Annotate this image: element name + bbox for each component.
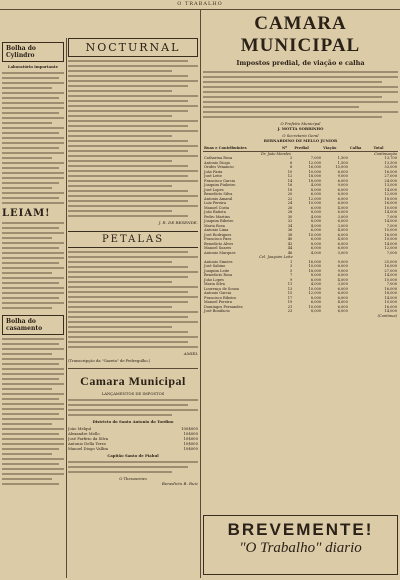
table-cell: 6,000 xyxy=(337,169,348,174)
table-cell: 6,000 xyxy=(337,187,348,192)
table-cell: 6,000 xyxy=(310,228,322,232)
table-cell: 6,000 xyxy=(337,196,348,201)
camara-small-text-2 xyxy=(68,461,198,473)
table-cell: 4,000 xyxy=(337,237,348,241)
table-cell: João Lopes xyxy=(204,277,224,282)
table-cell: Lourenço de Souza xyxy=(204,286,239,291)
petalas-source: (Transcripção da "Gazeta" de Pedregulho.) xyxy=(68,358,151,363)
table-cell: 10,000 xyxy=(384,237,397,241)
middle-column xyxy=(68,38,198,578)
table-cell: Benedicto Silva xyxy=(204,192,233,196)
table-cell: Benedicto Rosa xyxy=(204,273,233,277)
table-cell: 4,000 xyxy=(337,228,348,232)
table-cell: 10,000 xyxy=(308,201,322,205)
table-cell: 46 xyxy=(287,250,293,255)
camara-small-list xyxy=(68,426,198,451)
nocturnal-heading: NOCTURNAL xyxy=(68,38,198,57)
camara-municipal-title: CAMARA MUNICIPAL xyxy=(240,13,361,56)
camara-small-district2: Capitão Santo de Piahul xyxy=(107,453,159,458)
tax-table-footer: (Continua) xyxy=(377,313,397,318)
table-cell: 23 xyxy=(287,309,293,313)
table-cell: 14,000 xyxy=(384,219,397,223)
brevemente-ad xyxy=(203,515,398,575)
table-cell: 25,000 xyxy=(384,259,397,264)
camara-municipal-intro xyxy=(203,71,398,118)
table-cell: Manoel Soares xyxy=(204,246,232,250)
camara-small-district1: Districto do Santo Antonio do Tordino xyxy=(92,419,174,424)
petalas-poem xyxy=(68,251,198,348)
table-cell: 18,000 xyxy=(308,174,322,178)
table-cell: 36 xyxy=(287,228,293,232)
table-cell: 18,000 xyxy=(308,268,322,273)
table-cell: 15 xyxy=(287,291,293,295)
table-cell: 12,000 xyxy=(384,246,397,250)
table-cell: 14,000 xyxy=(384,295,397,300)
table-cell: 9,000 xyxy=(337,174,348,178)
table-cell: 17 xyxy=(287,295,293,300)
table-cell: 10 xyxy=(287,169,293,174)
table-cell: 9,000 xyxy=(337,183,348,187)
table-cell: 6,000 xyxy=(337,304,348,309)
table-cell: 12,000 xyxy=(308,160,322,165)
table-cell: 4,000 xyxy=(310,282,322,286)
camara-small-row-value: 100$000 xyxy=(181,426,198,431)
table-cell: 27,000 xyxy=(384,268,397,273)
table-cell: 18 xyxy=(287,187,293,192)
table-cell: 10,000 xyxy=(384,300,397,304)
table-cell: 18,000 xyxy=(308,178,322,183)
table-cell: 12,000 xyxy=(308,291,322,295)
table-cell: 12,000 xyxy=(308,196,322,201)
table-cell: 1,500 xyxy=(337,156,348,160)
table-cell: 6,000 xyxy=(310,246,322,250)
camara-small-row-value: 10$000 xyxy=(183,441,198,446)
table-cell: 18,000 xyxy=(384,291,397,295)
camara-small-row-value: 10$000 xyxy=(183,436,198,441)
table-cell: 26 xyxy=(287,205,293,210)
table-cell: 8,000 xyxy=(310,295,322,300)
table-cell: Manoel Pereira xyxy=(204,300,232,304)
table-cell: 7,000 xyxy=(386,214,397,219)
table-cell: 12,000 xyxy=(384,192,397,196)
table-cell: 12 xyxy=(287,174,293,178)
table-cell: 16,000 xyxy=(384,232,397,237)
table-cell: 13,500 xyxy=(384,160,397,165)
table-cell: 8 xyxy=(290,165,293,169)
camara-municipal-subtitle: Impostos predial, de viação e calha xyxy=(236,59,365,67)
table-cell: 4,000 xyxy=(337,277,348,282)
table-cell: 3,000 xyxy=(337,250,348,255)
camara-small-closing: O Thesoureiro xyxy=(119,476,147,481)
table-cell: 6,000 xyxy=(310,300,322,304)
table-cell: 18,000 xyxy=(384,196,397,201)
table-cell: Antonio Lima xyxy=(204,228,229,232)
camara-small-row-value: 10$000 xyxy=(183,446,198,451)
table-cell: 24 xyxy=(287,201,293,205)
table-cell: 6,000 xyxy=(337,241,348,246)
table-cell: 16,000 xyxy=(384,286,397,291)
table-cell: 6,000 xyxy=(310,237,322,241)
table-cell: 9 xyxy=(290,277,293,282)
table-cell: Francisco Ribeiro xyxy=(204,295,237,300)
secretario-name: BERNARDINO DE MELLO JUNIOR xyxy=(263,138,338,143)
table-cell: 10,000 xyxy=(384,205,397,210)
table-cell: 3,000 xyxy=(337,282,348,286)
nocturnal-poem xyxy=(68,60,198,217)
table-cell: 4,000 xyxy=(337,300,348,304)
secretario-label: O Secretario Geral xyxy=(282,133,319,138)
table-cell: Catharina Rosa xyxy=(204,156,233,160)
table-cell: José Lopes xyxy=(204,187,224,192)
table-cell: 6,000 xyxy=(337,273,348,277)
table-cell: 7,000 xyxy=(386,250,397,255)
table-cell: 10,000 xyxy=(308,232,322,237)
leiam-heading: LEIAM! xyxy=(2,208,51,219)
table-cell: 27,000 xyxy=(384,174,397,178)
table-cell: 30 xyxy=(287,214,293,219)
table-cell: 14,000 xyxy=(384,210,397,214)
table-cell: 8,000 xyxy=(310,309,322,313)
table-cell: Maria Silva xyxy=(204,282,225,286)
table-cell: 32 xyxy=(287,219,293,223)
left-article-text-1 xyxy=(2,72,64,204)
tax-table-header: Ruas e Contribuintes xyxy=(203,146,281,151)
tax-section-label: Cel. Joaquim Leite xyxy=(259,255,293,259)
table-cell: 6,000 xyxy=(337,201,348,205)
tax-table-header: Calha xyxy=(349,146,373,151)
table-cell: 8,000 xyxy=(310,210,322,214)
table-cell: 13 xyxy=(287,286,293,291)
table-cell: 8,000 xyxy=(310,241,322,246)
table-cell: Manoel Costa xyxy=(204,205,230,210)
table-cell: 6,000 xyxy=(337,219,348,223)
table-cell: Joaquim Pinheiro xyxy=(204,183,236,187)
table-cell: Antonio Marques xyxy=(204,250,236,255)
table-cell: 6,000 xyxy=(337,232,348,237)
table-cell: 8,000 xyxy=(310,187,322,192)
camara-small-row-name: João Melquí xyxy=(68,426,92,431)
table-cell: 10,000 xyxy=(308,286,322,291)
table-cell: 10,000 xyxy=(308,169,322,174)
table-cell: 16 xyxy=(287,183,293,187)
camara-small-sub: LANÇAMENTOS DE IMPOSTOS xyxy=(101,391,165,396)
tax-section-label: Dr. João Mendes xyxy=(260,151,291,156)
table-cell: 7,000 xyxy=(386,223,397,228)
bolha-cylindro-subheading: Laboratório importante xyxy=(7,64,59,69)
table-cell: Maria Rosa xyxy=(204,223,225,228)
table-cell: 16,000 xyxy=(384,264,397,268)
left-article-text-3 xyxy=(2,338,64,485)
table-cell: José Leite xyxy=(204,174,222,178)
table-cell: 7,000 xyxy=(386,282,397,286)
table-cell: 44 xyxy=(287,246,293,250)
table-cell: 16,000 xyxy=(384,201,397,205)
left-article-text-2 xyxy=(2,222,64,309)
table-cell: 5 xyxy=(290,268,293,273)
table-cell: Antonio Garcia xyxy=(204,291,232,295)
table-cell: 16,000 xyxy=(384,169,397,174)
camara-small-row-name: José Parfirio da Silva xyxy=(68,436,109,441)
table-cell: Joaquim Ribeiro xyxy=(204,219,234,223)
table-cell: 19 xyxy=(287,300,293,304)
table-cell: 14,000 xyxy=(384,187,397,192)
camara-small-row-name: Alexandre Mello xyxy=(68,431,100,436)
table-cell: 4,000 xyxy=(310,214,322,219)
camara-small-row-name: Manoel Diogo Vallim xyxy=(68,446,108,451)
table-cell: 34 xyxy=(287,223,293,228)
table-cell: 10,000 xyxy=(384,277,397,282)
table-cell: 20 xyxy=(287,192,293,196)
column-rule-2 xyxy=(200,10,201,578)
petalas-heading: PETALAS xyxy=(68,231,198,248)
table-cell: 1 xyxy=(290,259,293,264)
table-cell: 6,000 xyxy=(337,210,348,214)
masthead: O TRABALHO xyxy=(177,1,223,7)
prefeito-label: O Prefeito Municipal xyxy=(280,121,321,126)
bolha-casamento-heading: Bolha do casamento xyxy=(2,315,64,335)
table-cell: 3,000 xyxy=(337,223,348,228)
prefeito-name: J. MOTTA SOBRINHO xyxy=(277,126,324,131)
brevemente-line2: "O Trabalho" diario xyxy=(239,540,362,556)
table-cell: Antonio Simões xyxy=(204,259,233,264)
tax-table xyxy=(203,146,398,318)
table-cell: João Faria xyxy=(204,169,223,174)
nocturnal-signature: J. R. DE RESENDE. xyxy=(158,220,198,225)
table-cell: 7 xyxy=(290,273,293,277)
table-cell: 6,000 xyxy=(337,286,348,291)
table-cell: 6,000 xyxy=(337,295,348,300)
table-cell: 6,000 xyxy=(337,192,348,196)
table-cell: Luiz Pereira xyxy=(204,201,227,205)
table-cell: 6,000 xyxy=(310,192,322,196)
camara-small-row xyxy=(68,446,198,451)
table-cell: 21 xyxy=(287,304,293,309)
right-column xyxy=(203,9,398,579)
table-cell: Orides Venancio xyxy=(204,165,234,169)
brevemente-line1: BREVEMENTE! xyxy=(227,520,374,539)
tax-table-footer-row xyxy=(203,314,398,319)
table-cell: 14,000 xyxy=(384,241,397,246)
table-cell: 3 xyxy=(290,264,293,268)
table-cell: 6,000 xyxy=(337,178,348,183)
table-cell: 14,000 xyxy=(384,273,397,277)
camara-small-title: Camara Municipal xyxy=(80,374,186,388)
table-cell: José Sabino xyxy=(204,264,226,268)
table-cell: 24,000 xyxy=(384,178,397,183)
table-cell: Pedro Martins xyxy=(204,214,231,219)
table-cell: 4,000 xyxy=(337,205,348,210)
table-cell: 13,000 xyxy=(384,183,397,187)
camara-small-row-value: 10$000 xyxy=(183,431,198,436)
table-cell: 33,000 xyxy=(384,165,397,169)
table-cell: Antonio Diogo xyxy=(204,160,230,165)
table-cell: 40 xyxy=(287,237,293,241)
table-cell: 10,000 xyxy=(308,264,322,268)
tax-table-header: Total xyxy=(372,146,398,151)
camara-small-closing-name: Benedicto B. Ruiz xyxy=(161,481,198,486)
table-cell: 15,000 xyxy=(335,165,348,169)
table-cell: 10,000 xyxy=(384,228,397,232)
table-cell: 38 xyxy=(287,232,293,237)
table-cell: 6,000 xyxy=(337,264,348,268)
table-cell: Francisco Garcia xyxy=(204,178,236,183)
table-cell: 16,000 xyxy=(308,259,322,264)
petalas-signature: AMIEL xyxy=(183,351,198,356)
table-cell: João Batista xyxy=(204,210,226,214)
table-cell: 4,000 xyxy=(310,223,322,228)
table-cell: 1,500 xyxy=(337,160,348,165)
table-cell: 3,000 xyxy=(337,214,348,219)
tax-table-header: Predial xyxy=(293,146,322,151)
table-cell: 16,000 xyxy=(308,165,322,169)
table-cell: 14,000 xyxy=(384,309,397,313)
table-cell: 6,000 xyxy=(337,246,348,250)
table-cell: 14 xyxy=(287,178,293,183)
table-cell: 42 xyxy=(287,241,293,246)
column-rule-1 xyxy=(66,38,67,578)
table-cell: 2 xyxy=(290,156,293,160)
table-cell: Domingos Fernandes xyxy=(204,304,243,309)
table-cell: 13,700 xyxy=(384,156,397,160)
table-cell: 22 xyxy=(287,196,293,201)
table-cell: Antonio Amaral xyxy=(204,196,233,201)
table-cell: 7,000 xyxy=(310,156,322,160)
tax-table-header: Nº xyxy=(281,146,293,151)
table-cell: 4,000 xyxy=(310,250,322,255)
camara-small-text xyxy=(68,399,198,416)
table-cell: 16,000 xyxy=(384,304,397,309)
middle-divider xyxy=(68,368,198,369)
table-cell: José Rodrigues xyxy=(204,232,232,237)
camara-small-row-name: Antonio Della Terra xyxy=(68,441,106,446)
table-cell: 28 xyxy=(287,210,293,214)
table-cell: 9,000 xyxy=(337,268,348,273)
table-cell: 10,000 xyxy=(308,304,322,309)
table-cell: 6 xyxy=(290,160,293,165)
table-cell: Francisco Paes xyxy=(204,237,232,241)
tax-section-note: Continuação xyxy=(374,151,397,156)
left-column xyxy=(2,42,64,572)
table-cell: 8,000 xyxy=(310,273,322,277)
table-cell: Benedicto Alves xyxy=(204,241,234,246)
table-cell: 4,000 xyxy=(310,183,322,187)
table-cell: 11 xyxy=(287,282,293,286)
table-cell: Joaquim Leite xyxy=(204,268,230,273)
bolha-cylindro-heading: Bolha do Cylindro xyxy=(2,42,64,62)
table-cell: 9,000 xyxy=(337,259,348,264)
table-cell: 6,000 xyxy=(337,309,348,313)
tax-table-header: Viação xyxy=(322,146,349,151)
table-cell: 8,000 xyxy=(310,219,322,223)
table-cell: José Bonifacio xyxy=(204,309,230,313)
table-cell: 6,000 xyxy=(337,291,348,295)
table-cell: 6,000 xyxy=(310,205,322,210)
table-cell: 6,000 xyxy=(310,277,322,282)
